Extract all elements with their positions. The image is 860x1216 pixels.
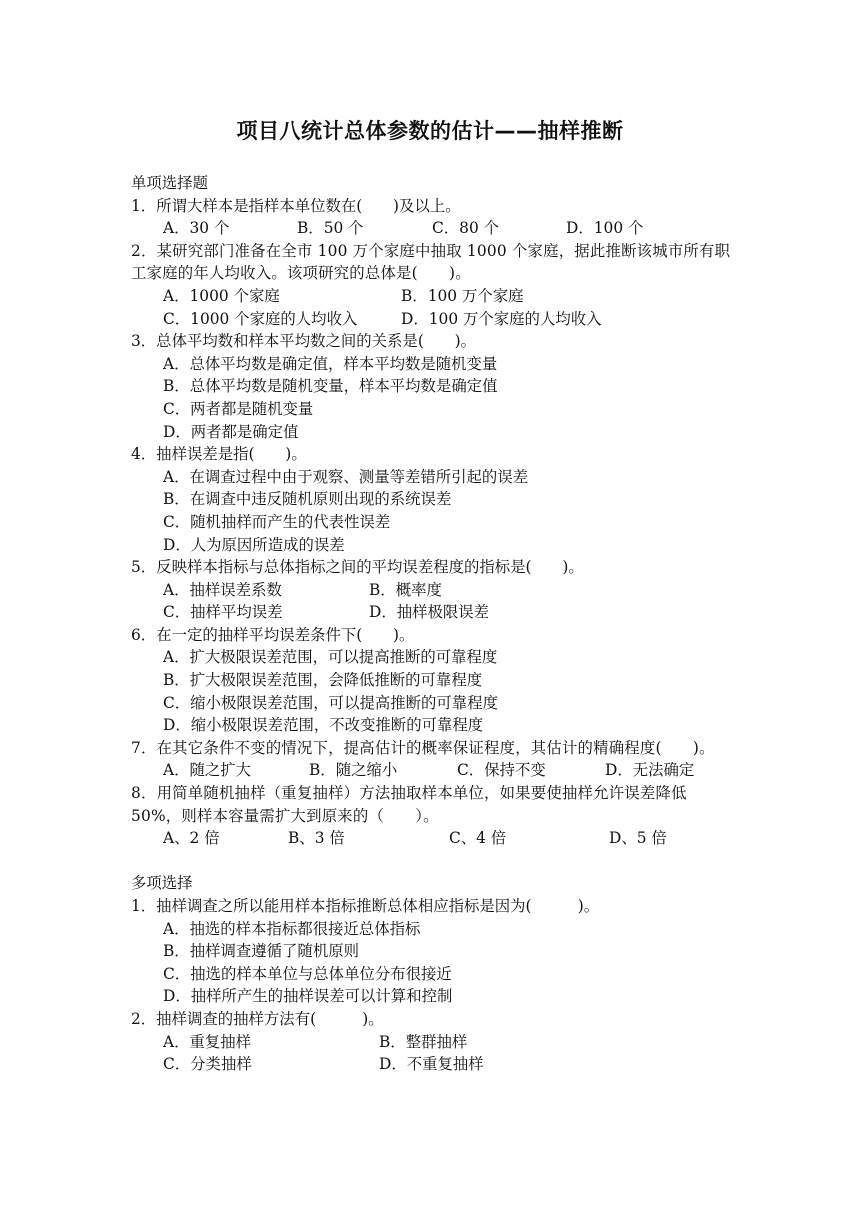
option-d: D．不重复抽样 [379,1055,484,1074]
option-c: C．随机抽样而产生的代表性误差 [163,512,391,531]
option-c: C．分类抽样 [163,1055,252,1074]
question-7-options [131,759,731,782]
multi-question-2-stem: 2．抽样调查的抽样方法有( )。 [131,1009,384,1028]
option-c: C．保持不变 [457,761,546,780]
option-a: A．30 个 [163,219,230,238]
option-d: D．两者都是确定值 [163,422,299,441]
question-5-options-row1 [131,579,731,602]
option-d: D．100 个 [566,219,644,238]
question-1-options [131,217,731,240]
section-spacer [131,850,731,873]
option-d: D．无法确定 [605,761,695,780]
option-b: B、3 倍 [288,829,345,848]
question-4-stem: 4．抽样误差是指( )。 [131,445,307,464]
question-7-stem: 7．在其它条件不变的情况下，提高估计的概率保证程度，其估计的精确程度( )。 [131,738,715,757]
option-a: A．在调查过程中由于观察、测量等差错所引起的误差 [163,467,529,486]
option-d: D．缩小极限误差范围，不改变推断的可靠程度 [163,716,484,735]
option-c: C．两者都是随机变量 [163,399,314,418]
option-b: B．随之缩小 [309,761,398,780]
section-heading-multiple-choice: 多项选择 [131,874,193,893]
option-a: A．抽选的样本指标都很接近总体指标 [163,919,421,938]
option-c: C、4 倍 [449,829,507,848]
option-c: C．80 个 [432,219,500,238]
question-5-stem: 5．反映样本指标与总体指标之间的平均误差程度的指标是( )。 [131,558,584,577]
option-b: B．50 个 [297,219,364,238]
option-c: C．抽样平均误差 [163,603,283,622]
option-b: B．总体平均数是随机变量，样本平均数是确定值 [163,377,498,396]
option-d: D．抽样所产生的抽样误差可以计算和控制 [163,987,453,1006]
option-a: A、2 倍 [163,829,220,848]
option-d: D、5 倍 [609,829,667,848]
option-b: B．扩大极限误差范围，会降低推断的可靠程度 [163,671,483,690]
question-2-options-row1 [131,285,731,308]
question-8-stem: 8．用简单随机抽样（重复抽样）方法抽取样本单位，如果要使抽样允许误差降低 50%，则样本容量需扩大到原来的（ ）。 [131,784,687,825]
question-2-options-row2 [131,308,731,331]
multi-question-2-options-row1 [131,1031,731,1054]
option-b: B．抽样调查遵循了随机原则 [163,942,359,961]
multi-question-2-options-row2 [131,1053,731,1076]
question-8-options [131,827,731,850]
option-c: C．1000 个家庭的人均收入 [163,309,358,328]
question-6-stem: 6．在一定的抽样平均误差条件下( )。 [131,625,415,644]
option-a: A．扩大极限误差范围，可以提高推断的可靠程度 [163,648,498,667]
option-a: A．随之扩大 [163,761,252,780]
option-d: D．人为原因所造成的误差 [163,535,345,554]
option-a: A．抽样误差系数 [163,580,282,599]
option-b: B．100 万个家庭 [401,286,524,305]
document-title: 项目八统计总体参数的估计——抽样推断 [236,119,624,143]
question-3-stem: 3．总体平均数和样本平均数之间的关系是( )。 [131,332,477,351]
option-a: A．1000 个家庭 [163,286,280,305]
document-body [131,172,731,1076]
option-a: A．重复抽样 [163,1032,252,1051]
option-d: D．100 万个家庭的人均收入 [401,309,602,328]
option-a: A．总体平均数是确定值，样本平均数是随机变量 [163,354,498,373]
option-b: B．在调查中违反随机原则出现的系统误差 [163,490,452,509]
multi-question-1-stem: 1．抽样调查之所以能用样本指标推断总体相应指标是因为( )。 [131,897,600,915]
question-5-options-row2 [131,601,731,624]
option-d: D．抽样极限误差 [369,603,490,622]
option-b: B．概率度 [369,580,442,599]
option-c: C．缩小极限误差范围，可以提高推断的可靠程度 [163,693,498,712]
option-b: B．整群抽样 [379,1032,468,1051]
question-2-stem: 2．某研究部门准备在全市 100 万个家庭中抽取 1000 个家庭，据此推断该城市所有职工家庭的年人均收入。该项研究的总体是( )。 [131,241,731,283]
section-heading-single-choice: 单项选择题 [131,174,208,192]
option-c: C．抽选的样本单位与总体单位分布很接近 [163,964,452,983]
question-1-stem: 1．所谓大样本是指样本单位数在( )及以上。 [131,196,461,215]
